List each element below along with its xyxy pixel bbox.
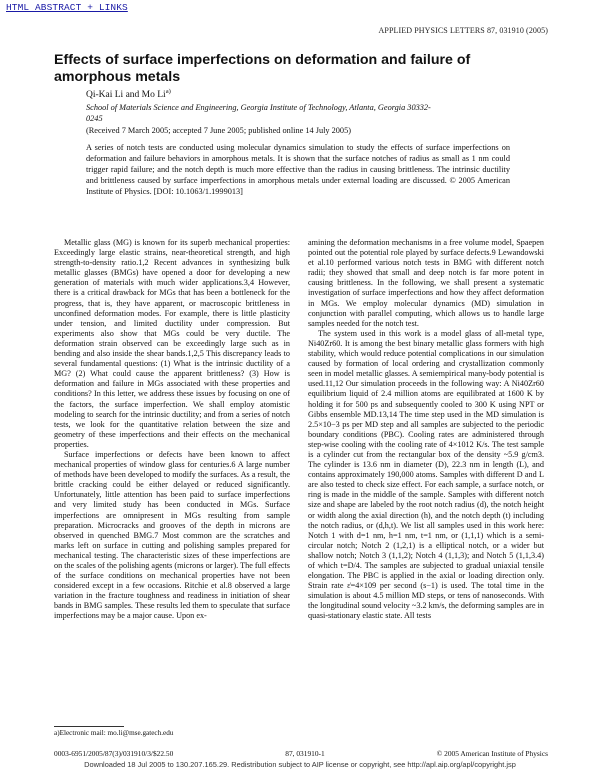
abstract: A series of notch tests are conducted using molecular dynamics simulation to study the effects of surface imperfections on deformation and failure behaviors in amorphous metals. It is shown that the surface notches of radius as small as 1 nm could trigger rapid failure; and the notch depth is much more effective than the radius in causing brittleness. The intrinsic ductility and brittleness caused by surface imperfections in amorphous metals under external loading are discussed. © 2005 American Institute of Physics. [DOI: 10.1063/1.1999013] [86,143,510,196]
page-footer [54,749,548,758]
paragraph: amining the deformation mechanisms in a free volume model, Spaepen pointed out the potential role played by surface defects.9 Lewandowski et al.10 performed various notch tests in BMG with different notch radii; they showed that small and deep notch is far more potent in causing brittleness. In the following, we shall present a systematic investigation of surface imperfections and how they affect deformation in MGs. We employ molecular dynamics (MD) simulation in conjunction with parallel computing, which allows us to handle large samples needed for the notch test. [308,238,544,328]
footer-issn: 0003-6951/2005/87(3)/031910/3/$22.50 [54,749,174,758]
download-notice: Downloaded 18 Jul 2005 to 130.207.165.29. Redistribution subject to AIP license or copyright, see http://apl.aip.org/apl/copyright.jsp [84,760,516,769]
footnote: a)Electronic mail: mo.li@mse.gatech.edu [54,729,174,737]
footer-page: 87, 031910-1 [285,749,325,758]
journal-header: APPLIED PHYSICS LETTERS 87, 031910 (2005) [378,26,548,35]
author-mark: a) [165,87,171,95]
authors-line [86,87,171,100]
footnote-rule [54,726,124,727]
paragraph: Metallic glass (MG) is known for its superb mechanical properties: Exceedingly large elastic strains, near-theoretical strength, and high strength-to-density ratio.1,2 Recent advances in synthesizing bulk metallic glasses (BMGs) have opened a door for developing a new generation of materials with much wider applications.3,4 However, there is a critical drawback for MGs that has been a bottleneck for the progress, that is, they have apparent, or macroscopic brittleness in unconfined deformation modes. For example, there is little plasticity under tension, and limited ductility under compression. But experiments also show that MGs could be very ductile. The deformation strain observed can be exceedingly large such as in bending and also inside the shear bands.1,2,5 This discrepancy leads to several fundamental questions: (1) What is the intrinsic ductility of a MG? (2) What could cause the apparent brittleness? (3) How is deformation and failure in MGs associated with these properties and conditions? In this letter, we address these issues by focusing on one of the factors, the surface imperfection. We shall employ atomistic modeling to search for the intrinsic ductility; and from a series of notch tests, we look for the quantitative relation between the size and geometry of these imperfections and their effects on the mechanical properties. [54,238,290,449]
html-abstract-links[interactable] [6,2,128,13]
paragraph: Surface imperfections or defects have been known to affect mechanical properties of window glass for centuries.6 A large number of methods have been developed to modify the surfaces. As a result, the brittle cracking could be either delayed or reduced significantly. Unfortunately, little attention has been paid to surface imperfections and very limited study has been conducted in MGs. Surface imperfections are omnipresent in MGs resulting from sample preparation. Microcracks and grooves of the depth in microns are observed in quenched BMG.7 Most common are the scratches and marks left on surface in cutting and polishing samples prepared for mechanical testing. The characteristic sizes of these imperfections are on the scales of the polishing agents (microns or larger). The full effects of the surface conditions on mechanical properties have not been considered except in a few occasions. Ritchie et al.8 observed a large variation in the fracture toughness and readiness in initiation of shear bands in BMG samples. These results led them to speculate that surface imperfections may be a major cause. Upon ex- [54,449,290,621]
left-column [54,238,290,622]
affiliation: School of Materials Science and Engineering, Georgia Institute of Technology, Atlanta, Georgia 30332-0245 [86,103,431,123]
paper-title: Effects of surface imperfections on deformation and failure of amorphous metals [54,52,471,85]
received-dates: (Received 7 March 2005; accepted 7 June 2005; published online 14 July 2005) [86,126,351,135]
paragraph: The system used in this work is a model glass of all-metal type, Ni40Zr60. It is among the best binary metallic glass formers with high stability, which would reduce potential complications in our simulation caused by formation of local ordering and crystallization commonly seen in model metallic glasses. A semiempirical many-body potential is used.11,12 Our simulation proceeds in the following way: A Ni40Zr60 equilibrium liquid of 2.4 million atoms are equilibrated at 1600 K by holding it for 500 ps and subsequently cooled to 300 K using NPT or Gibbs ensemble MD.13,14 The time step used in the MD simulation is 2.5×10−3 ps per MD step and all samples are subjected to the periodic boundary conditions (PBC). Cooling rates are administered through step-wise cooling with the cooling rate of 4×1012 K/s. The test sample is a cylinder cut from the rectangular box of the density ~5.9 g/cm3. The cylinder is 13.6 nm in diameter (D), 22.3 nm in length (L), and contains approximately 190,000 atoms. Samples with different D and L are also tested to check size effect. For each sample, a surface notch, or ring is made in the middle of the sample. Samples with different notch size and shape are labeled by the root notch radius (d), the notch height or width along the axial direction (h), and the notch depth (t) including the notch radius, or (d,h,t). We list all samples used in this work here: Notch 1 with d=1 nm, h=1 nm, t=1 nm, or (1,1,1) which is a semi-circular notch; Notch 2 (1,2,1) is a elliptical notch, or a wider but shallow notch; Notch 3 (1,1,2); Notch 4 (1,1,3); and Notch 5 (1,1,3.4) of which t=D/4. The samples are subjected to gradual uniaxial tensile elongation. The PBC is applied in the axial or loading direction only. Strain rate ε̇=4×109 per second (s−1) is used. The total time in the simulation is about 4.5 million MD steps, or tens of nanoseconds. With the longitudinal sound velocity ~3.2 km/s, the deforming samples are in quasi-stationary elastic state. All tests [308,328,544,621]
footer-copyright: © 2005 American Institute of Physics [436,749,548,758]
right-column [308,238,544,622]
authors: Qi-Kai Li and Mo Li [86,90,166,100]
html-abstract-links-text[interactable]: HTML ABSTRACT + LINKS [6,2,128,13]
